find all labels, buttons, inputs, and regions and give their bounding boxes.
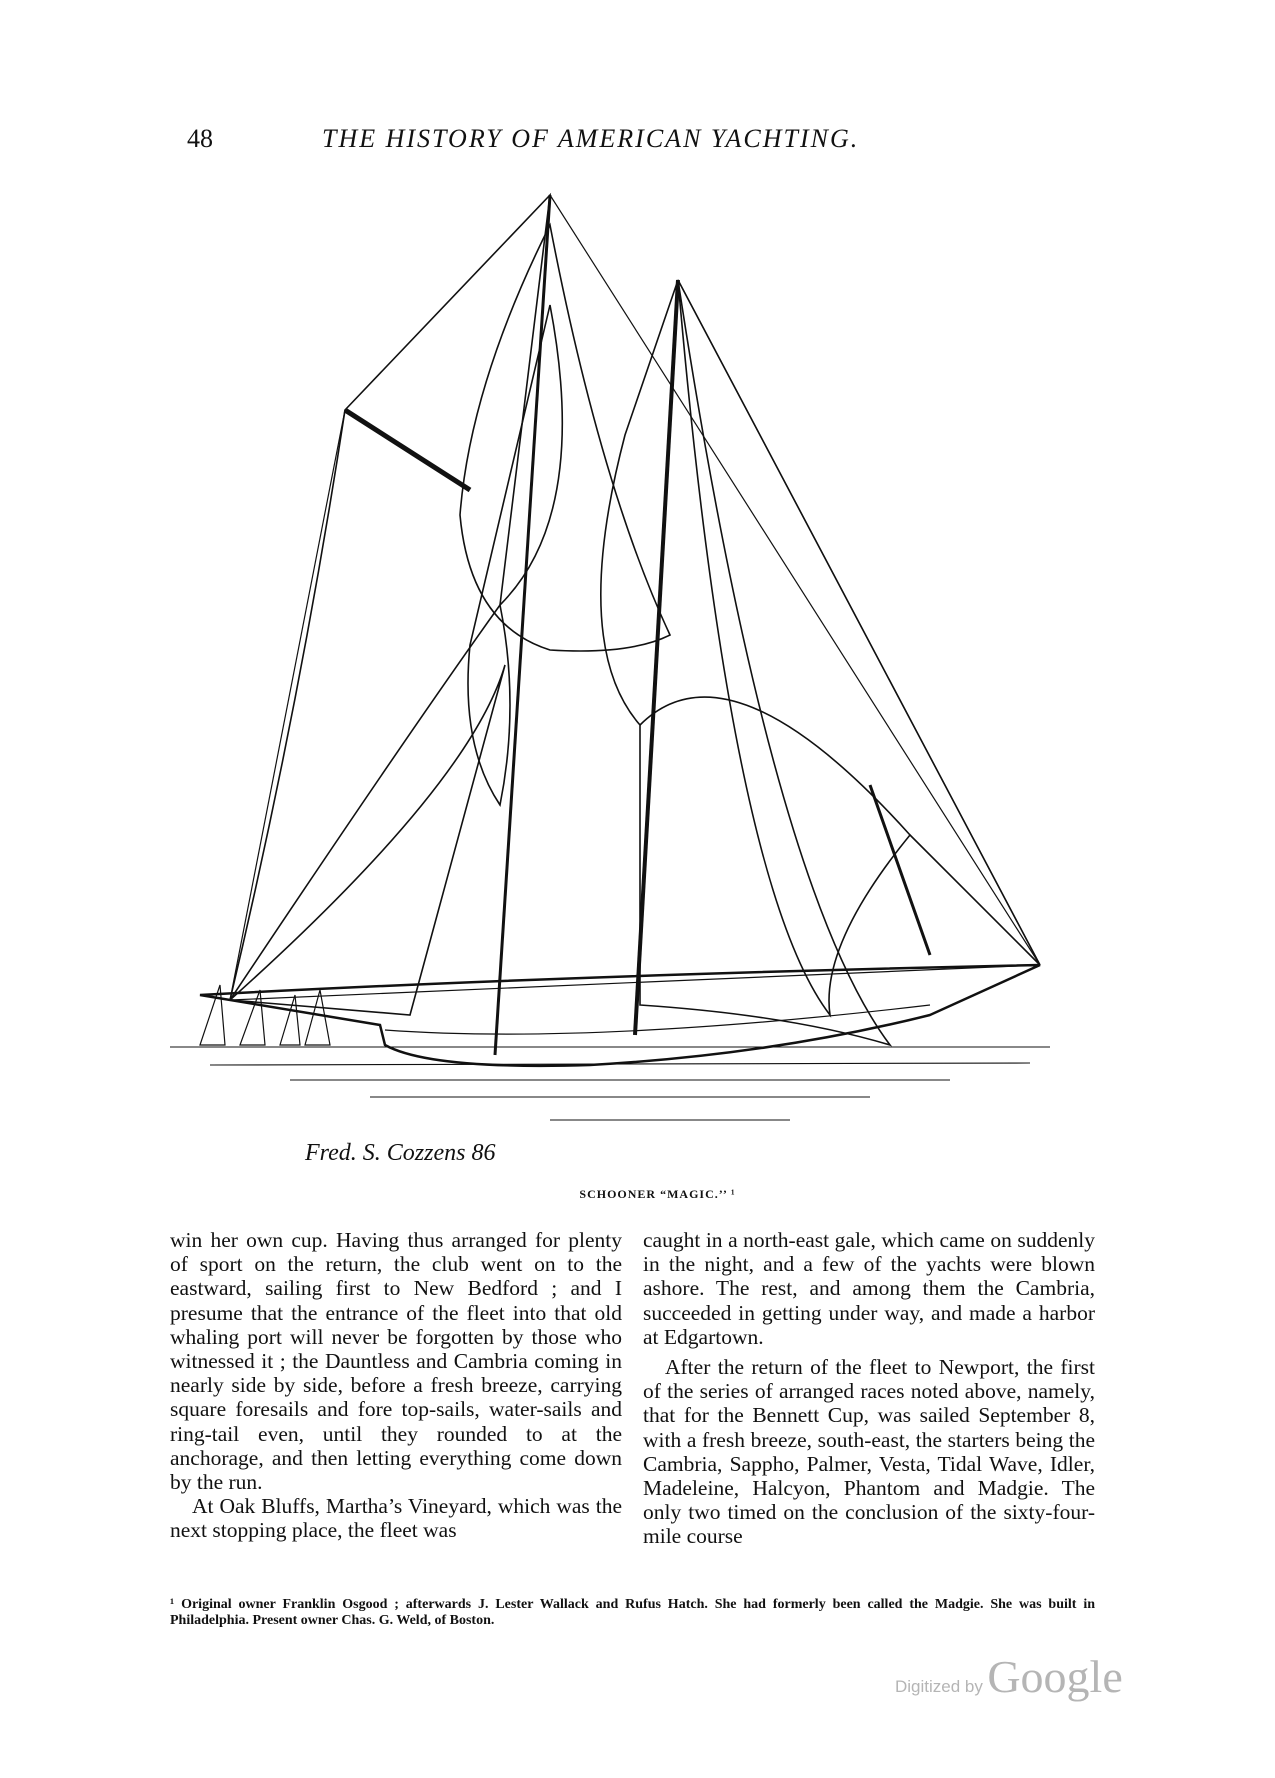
watermark-brand: Google (987, 1651, 1123, 1702)
rigging (230, 195, 1040, 1000)
watermark-prefix: Digitized by (895, 1677, 983, 1696)
water (170, 1047, 1050, 1120)
footnote: ¹ Original owner Franklin Osgood ; afterwards J. Lester Wallack and Rufus Hatch. She had formerly been called the Madgie. She was built in Philadelphia. Present owner Chas. G. Weld, of Boston. (170, 1597, 1095, 1628)
schooner-illustration (170, 185, 1070, 1185)
left-column (170, 1228, 622, 1543)
google-watermark (895, 1650, 1123, 1703)
sails (230, 195, 1040, 1045)
figure-caption: SCHOONER “MAGIC.’’ ¹ (579, 1187, 736, 1201)
paragraph: win her own cup. Having thus arranged for plenty of sport on the return, the club went on to the eastward, sailing first to New Bedford ; and I presume that the entrance of the fleet into that old whaling port will never be forgotten by those who witnessed it ; the Dauntless and Cambria coming in nearly side by side, before a fresh breeze, carrying square foresails and fore top-sails, water-sails and ring-tail even, until they rounded to at the anchorage, and then letting everything come down by the run. (170, 1228, 622, 1495)
paragraph: caught in a north-east gale, which came on suddenly in the night, and a few of the yachts were blown ashore. The rest, and among them the Cambria, succeeded in getting under way, and made a harbor at Edgartown. (643, 1228, 1095, 1349)
page-number: 48 (187, 124, 213, 153)
paragraph: At Oak Bluffs, Martha’s Vineyard, which was the next stopping place, the fleet was (170, 1494, 622, 1543)
right-column (643, 1228, 1095, 1549)
masts (495, 195, 678, 1055)
hull (200, 965, 1040, 1066)
running-title: THE HISTORY OF AMERICAN YACHTING. (322, 124, 860, 153)
artist-signature: Fred. S. Cozzens 86 (305, 1140, 496, 1166)
paragraph: After the return of the fleet to Newport, the first of the series of arranged races noted above, namely, that for the Bennett Cup, was sailed September 8, with a fresh breeze, south-east, the starters being the Cambria, Sappho, Palmer, Vesta, Tidal Wave, Idler, Madeleine, Halcyon, Phantom and Madgie. The only two timed on the conclusion of the sixty-four-mile course (643, 1355, 1095, 1549)
